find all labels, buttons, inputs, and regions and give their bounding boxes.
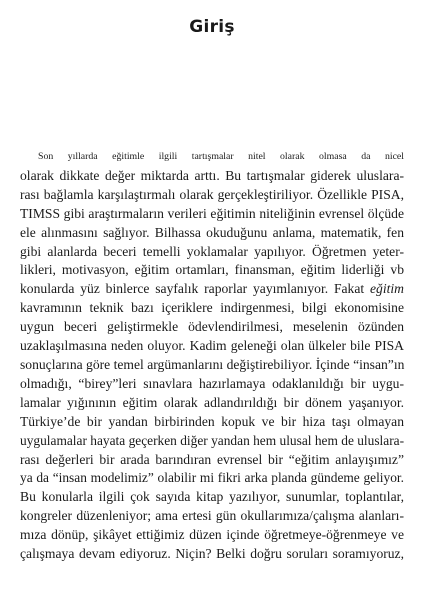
text-line: lamalar yığınının eğitim olarak adlandırıldığı bir dönem yaşanıyor. — [20, 394, 404, 410]
text-line: rası bağlamla karşılaştırmalı olarak gerçekleştiriliyor. Özellikle PISA, — [20, 186, 404, 202]
text-line — [20, 280, 404, 299]
text-line-start: konularda yüz binlerce sayfalık raporlar yayımlanıyor. Fakat — [20, 281, 371, 297]
text-line: olarak dikkate değer miktarda arttı. Bu tartışmalar giderek uluslara- — [20, 167, 404, 183]
text-line: ele alınmasını sağlıyor. Bilhassa okuduğunu anlama, matematik, fen — [20, 224, 404, 240]
text-line: gibi alanlarda beceri temelli yoklamalar yapılıyor. Öğretmen yeter- — [20, 243, 404, 259]
text-line: rası değerleri bir arada barındıran evrensel bir “eğitim anlayışımız” — [20, 451, 404, 467]
text-line: kongreler düzenleniyor; ama ertesi gün okullarımıza/çalışma alanları- — [20, 508, 404, 524]
italic-word: eğitim — [370, 281, 404, 297]
text-line: Bu konularla ilgili çok sayıda kitap yazılıyor, sunumlar, toplantılar, — [20, 489, 404, 505]
text-line: çalışmaya devam ediyoruz. Niçin? Belki doğru soruları soramıyoruz, — [20, 546, 404, 562]
text-line: olmadığı, “birey”leri sınavlara hazırlamaya odaklanıldığı bir uygu- — [20, 375, 404, 391]
text-line: uygulamalar hayata geçerken diğer yandan hem ulusal hem de uluslara- — [20, 432, 405, 448]
text-line: kavramının teknik bazı içeriklere indirgenmesi, bilgi ekonomisine — [20, 300, 404, 316]
text-line: sonuçlarına göre temel argümanlarını değiştirebiliyor. İçinde “insan”ın — [20, 356, 405, 372]
text-line: mıza dönüp, şikâyet ettiğimiz düzen içinde öğretmeye-öğrenmeye ve — [20, 527, 404, 543]
text-line: likleri, motivasyon, eğitim ortamları, finansman, eğitim liderliği vb — [20, 262, 404, 278]
text-line: uygun beceri geliştirmekle ödevlendirilmesi, meselenin özünden — [20, 319, 404, 335]
text-line: Son yıllarda eğitimle ilgili tartışmalar nitel olarak olmasa da nicel — [38, 151, 404, 162]
body-paragraph — [20, 148, 404, 564]
chapter-title: Giriş — [189, 17, 235, 37]
text-line: TIMSS gibi araştırmaların verileri eğitimin niteliğinin evrensel ölçüde — [20, 205, 404, 221]
text-line: uzaklaşılmasına neden oluyor. Kadim geleneği olan ülkeler bile PISA — [20, 338, 404, 354]
text-line: ya da “insan modelimiz” olabilir mi fikri arka planda gündeme geliyor. — [20, 470, 404, 486]
text-line: Türkiye’de bir yandan birbirinden kopuk ve bir hiza taşı olmayan — [20, 413, 404, 429]
